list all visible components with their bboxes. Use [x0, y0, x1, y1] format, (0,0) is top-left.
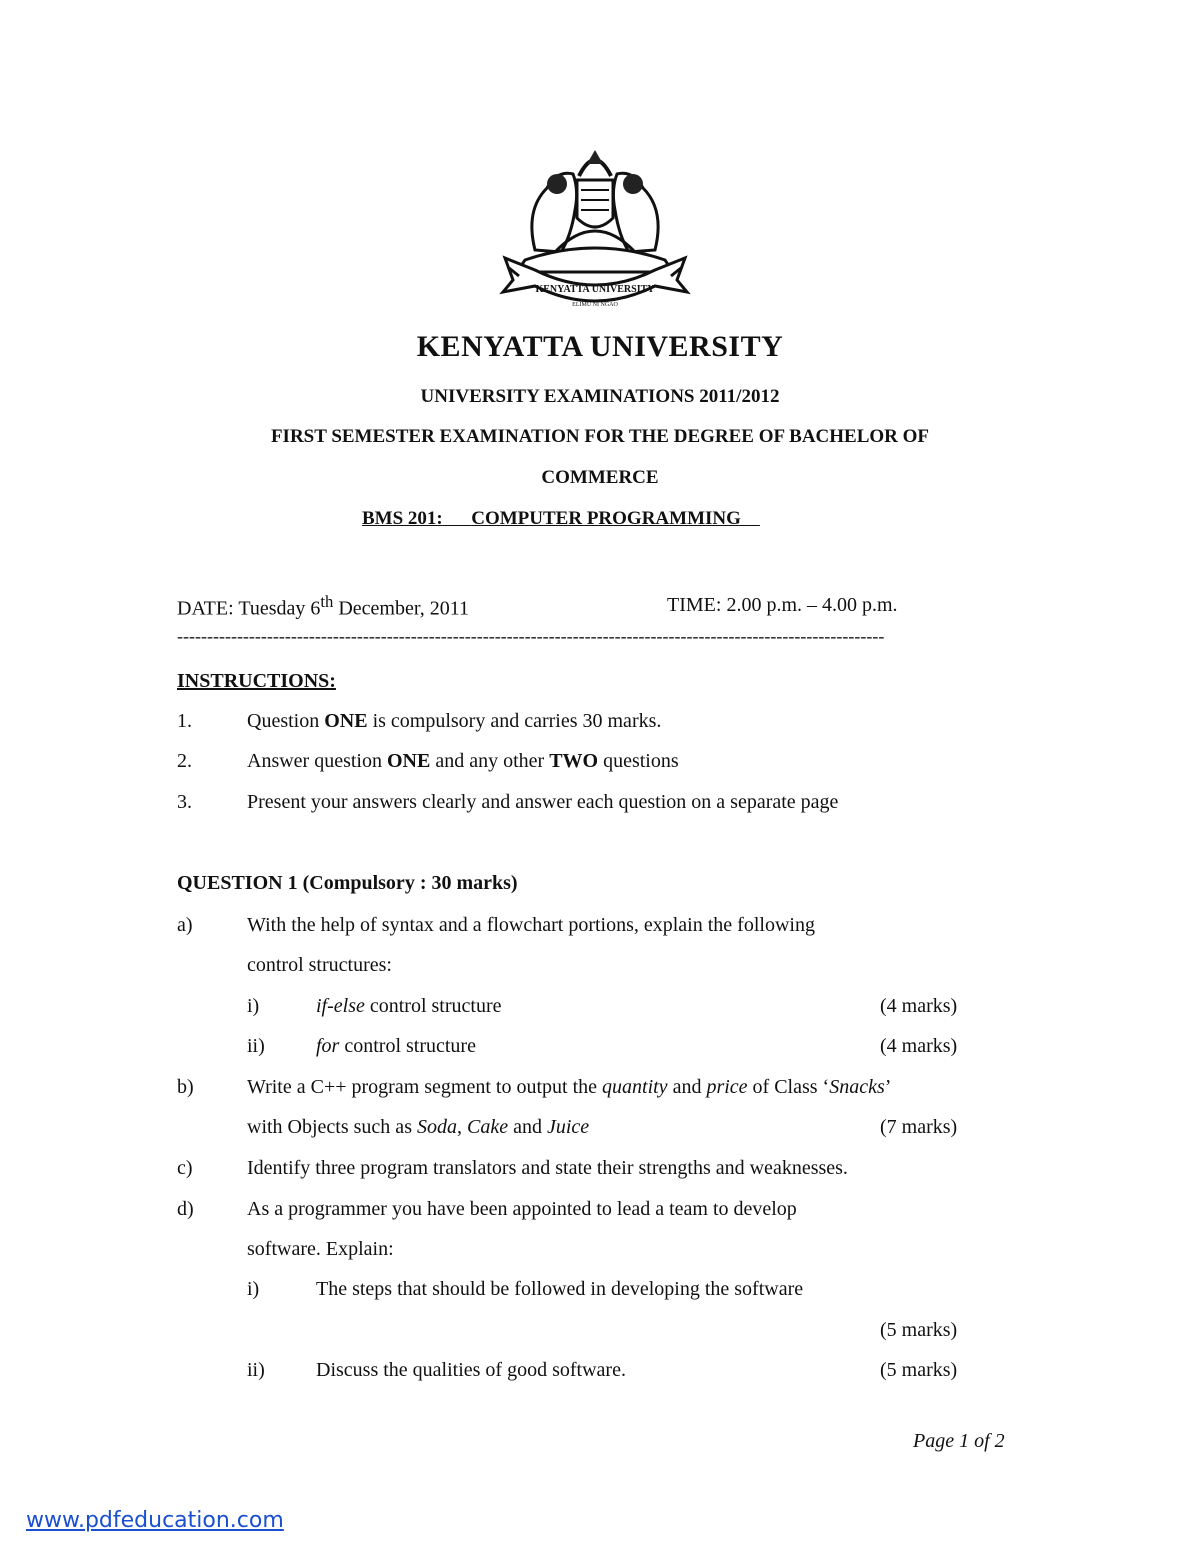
- exam-session-heading: UNIVERSITY EXAMINATIONS 2011/2012: [420, 386, 780, 407]
- university-crest-logo: [495, 140, 695, 320]
- q1d-i-text: The steps that should be followed in developing the software: [316, 1278, 804, 1300]
- q1d-i-label: i): [247, 1278, 260, 1300]
- q1c-label: c): [177, 1157, 193, 1179]
- q1d-text-line1: As a programmer you have been appointed to lead a team to develop: [247, 1198, 797, 1220]
- exam-time: [667, 594, 898, 617]
- time-label: TIME:: [667, 594, 722, 616]
- separator-line: ----------------------------------------------------------------------------------------------------------------------: [177, 626, 885, 646]
- q1d-i-marks: (5 marks): [880, 1319, 958, 1341]
- instruction-item-1: Question ONE is compulsory and carries 30 marks.: [247, 710, 662, 732]
- q1b-label: b): [177, 1076, 194, 1098]
- q1a-i-text: if-else control structure: [316, 995, 502, 1017]
- page-number: Page 1 of 2: [913, 1430, 1005, 1452]
- degree-heading-line1: FIRST SEMESTER EXAMINATION FOR THE DEGREE OF BACHELOR OF: [270, 426, 930, 447]
- q1a-text-line2: control structures:: [247, 954, 392, 976]
- q1d-ii-marks: (5 marks): [880, 1359, 958, 1381]
- university-name: KENYATTA UNIVERSITY: [416, 330, 784, 363]
- instructions-heading: INSTRUCTIONS:: [177, 670, 336, 692]
- q1a-text-line1: With the help of syntax and a flowchart portions, explain the following: [247, 914, 815, 936]
- q1b-marks: (7 marks): [880, 1116, 958, 1138]
- q1d-ii-label: ii): [247, 1359, 265, 1381]
- degree-heading-line2: COMMERCE: [541, 467, 659, 488]
- date-day: Tuesday 6: [238, 597, 321, 620]
- q1a-ii-marks: (4 marks): [880, 1035, 958, 1057]
- q1a-ii-label: ii): [247, 1035, 265, 1057]
- q1b-text-line2: with Objects such as Soda, Cake and Juice: [247, 1116, 590, 1138]
- q1a-i-marks: (4 marks): [880, 995, 958, 1017]
- question1-heading: QUESTION 1 (Compulsory : 30 marks): [177, 872, 518, 894]
- course-heading: [362, 508, 760, 530]
- instruction-item-3: Present your answers clearly and answer each question on a separate page: [247, 791, 839, 813]
- date-rest: December, 2011: [338, 597, 469, 620]
- instruction-number-2: 2.: [177, 750, 192, 772]
- crest-motto-text: ELIMU NI NGAO: [572, 302, 618, 308]
- q1a-i-label: i): [247, 995, 260, 1017]
- footer-website-link[interactable]: www.pdfeducation.com: [26, 1508, 284, 1533]
- course-code: BMS 201:: [362, 508, 443, 529]
- q1d-ii-text: Discuss the qualities of good software.: [316, 1359, 626, 1381]
- crest-banner-text: KENYATTA UNIVERSITY: [535, 284, 655, 295]
- date-label: DATE:: [177, 597, 234, 620]
- date-suffix: th: [320, 592, 334, 611]
- q1a-label: a): [177, 914, 193, 936]
- q1c-text: Identify three program translators and state their strengths and weaknesses.: [247, 1157, 848, 1179]
- instruction-number-1: 1.: [177, 710, 192, 732]
- instruction-item-2: Answer question ONE and any other TWO questions: [247, 750, 679, 772]
- exam-date: [177, 592, 469, 621]
- q1d-text-line2: software. Explain:: [247, 1238, 394, 1260]
- instruction-number-3: 3.: [177, 791, 192, 813]
- course-title: COMPUTER PROGRAMMING: [471, 508, 741, 529]
- time-value: 2.00 p.m. – 4.00 p.m.: [726, 594, 898, 616]
- q1d-label: d): [177, 1198, 194, 1220]
- q1b-text-line1: Write a C++ program segment to output the quantity and price of Class ‘Snacks’: [247, 1076, 892, 1098]
- q1a-ii-text: for control structure: [316, 1035, 476, 1057]
